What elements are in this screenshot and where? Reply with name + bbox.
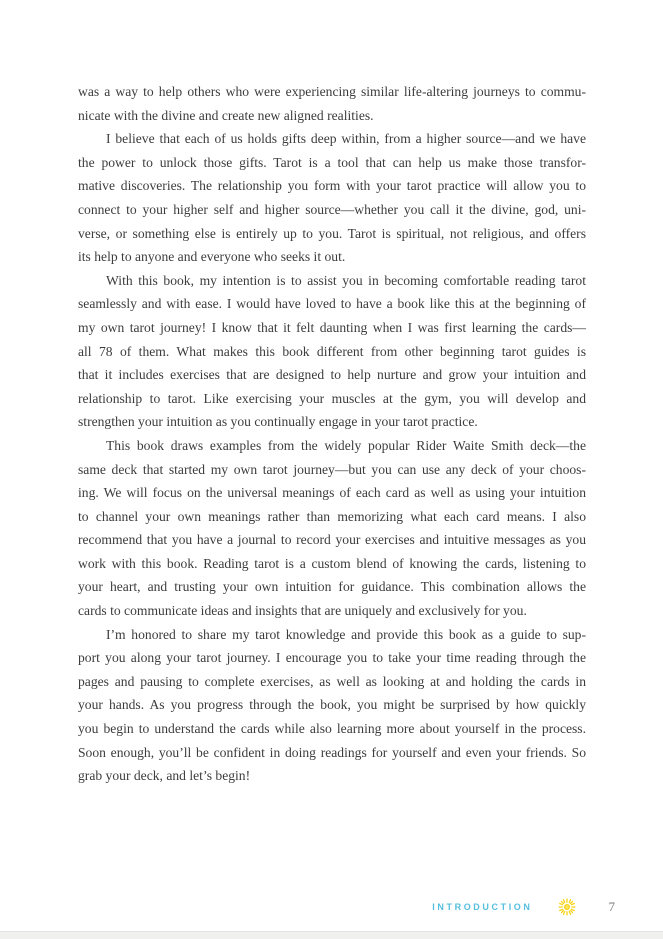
text-line: connect to your higher self and higher source—whether you call it the divine, god, uni- — [78, 201, 586, 217]
page-bottom-edge — [0, 931, 663, 939]
text-line: grab your deck, and let’s begin! — [78, 768, 251, 784]
text-line: work with this book. Reading tarot is a custom blend of knowing the cards, listening to — [78, 555, 586, 571]
text-line: I believe that each of us holds gifts deep within, from a higher source—and we have — [106, 131, 586, 147]
text-line: seamlessly and with ease. I would have loved to have a book like this at the beginning of — [78, 296, 586, 312]
text-line: my own tarot journey! I know that it felt daunting when I was first learning the cards— — [78, 319, 586, 335]
text-line: relationship to tarot. Like exercising your muscles at the gym, you will develop and — [78, 390, 586, 406]
text-line: This book draws examples from the widely popular Rider Waite Smith deck—the — [106, 437, 586, 453]
text-block — [78, 80, 586, 788]
paragraph — [78, 269, 586, 434]
text-line: I’m honored to share my tarot knowledge and provide this book as a guide to sup- — [106, 626, 586, 642]
text-line: ing. We will focus on the universal meanings of each card as well as using your intuition — [78, 485, 586, 501]
text-line: mative discoveries. The relationship you form with your tarot practice will allow you to — [78, 178, 586, 194]
text-line: verse, or something else is entirely up to you. Tarot is spiritual, not religious, and offers — [78, 225, 586, 241]
paragraph — [78, 623, 586, 788]
text-line: cards to communicate ideas and insights that are uniquely and exclusively for you. — [78, 603, 527, 619]
text-line: recommend that you have a journal to record your exercises and intuitive messages as you — [78, 532, 586, 548]
page-footer — [432, 897, 615, 917]
paragraph — [78, 127, 586, 269]
footer-section-label: INTRODUCTION — [432, 902, 533, 912]
text-line: the power to unlock those gifts. Tarot is a tool that can help us make those transfor- — [78, 154, 586, 170]
text-line: all 78 of them. What makes this book different from other beginning tarot guides is — [78, 343, 586, 359]
text-line: nicate with the divine and create new aligned realities. — [78, 107, 374, 123]
text-line: its help to anyone and everyone who seeks it out. — [78, 249, 346, 265]
paragraph — [78, 80, 586, 127]
text-line: your heart, and trusting your own intuition for guidance. This combination allows the — [78, 579, 586, 595]
text-line: to channel your own meanings rather than memorizing what each card means. I also — [78, 508, 586, 524]
text-line: With this book, my intention is to assist you in becoming comfortable reading tarot — [106, 272, 586, 288]
text-line: port you along your tarot journey. I encourage you to take your time reading through the — [78, 650, 586, 666]
text-line: that it includes exercises that are designed to help nurture and grow your intuition and — [78, 367, 586, 383]
text-line: was a way to help others who were experiencing similar life-altering journeys to commu- — [78, 84, 586, 99]
text-line: Soon enough, you’ll be confident in doing readings for yourself and even your friends. So — [78, 744, 586, 760]
text-line: your hands. As you progress through the book, you might be surprised by how quickly — [78, 697, 586, 713]
page-number: 7 — [608, 899, 615, 914]
text-line: you begin to understand the cards while also learning more about yourself in the process. — [78, 721, 586, 737]
text-line: pages and pausing to complete exercises, as well as looking at and holding the cards in — [78, 673, 586, 689]
sun-icon — [557, 897, 577, 917]
text-line: same deck that started my own tarot journey—but you can use any deck of your choos- — [78, 461, 586, 477]
paragraph — [78, 434, 586, 623]
text-line: strengthen your intuition as you continually engage in your tarot practice. — [78, 414, 478, 430]
